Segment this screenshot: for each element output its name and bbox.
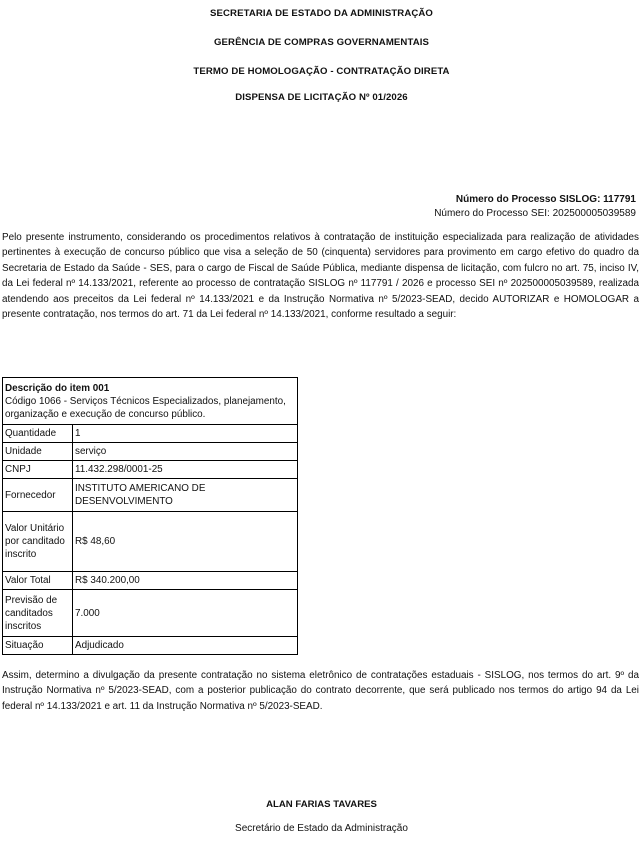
table-row (3, 461, 298, 479)
row-value: INSTITUTO AMERICANO DE DESENVOLVIMENTO (73, 479, 298, 512)
process-number-sislog: Número do Processo SISLOG: 117791 (455, 194, 636, 205)
table-row (3, 637, 298, 655)
item-description-cell (3, 378, 298, 425)
table-row (3, 572, 298, 590)
table-row (3, 443, 298, 461)
table-row (3, 512, 298, 572)
row-value: 7.000 (73, 590, 298, 637)
header-dispensa-licitacao: DISPENSA DE LICITAÇÃO Nº 01/2026 (235, 92, 408, 103)
row-value: Adjudicado (73, 637, 298, 655)
row-value: serviço (73, 443, 298, 461)
header-termo-homologacao: TERMO DE HOMOLOGAÇÃO - CONTRATAÇÃO DIRETA (193, 66, 450, 77)
row-label: Situação (3, 637, 73, 655)
row-label: Quantidade (3, 425, 73, 443)
signer-role: Secretário de Estado da Administração (235, 823, 408, 834)
row-value: R$ 48,60 (73, 512, 298, 572)
row-label: Valor Total (3, 572, 73, 590)
process-number-sei: Número do Processo SEI: 202500005039589 (434, 208, 636, 219)
intro-paragraph: Pelo presente instrumento, considerando os procedimentos relativos à contratação de instituição especializada para realização de atividades pertinentes à execução de concurso público que visa a seleção de 50 (cinquenta) servidores para provimento em cargo efetivo do quadro da Secretaria de Estado da Saúde - SES, para o cargo de Fiscal de Saúde Pública, mediante dispensa de licitação, com fulcro no art. 75, inciso IV, da Lei federal nº 14.133/2021, referente ao processo de contratação SISLOG nº 117791 / 2026 e processo SEI nº 202500005039589, realizada atendendo aos preceitos da Lei federal nº 14.133/2021 e da Instrução Normativa nº 5/2023-SEAD, decido AUTORIZAR e HOMOLOGAR a presente contratação, nos termos do art. 71 da Lei federal nº 14.133/2021, conforme resultado a seguir: (2, 232, 639, 321)
row-value: 1 (73, 425, 298, 443)
closing-paragraph: Assim, determino a divulgação da presente contratação no sistema eletrônico de contratações estaduais - SISLOG, nos termos do art. 9º da Instrução Normativa nº 5/2023-SEAD, com a posterior publicação do contrato decorrente, que será publicado nos termos do artigo 94 da Lei federal nº 14.133/2021 e art. 11 da Instrução Normativa nº 5/2023-SEAD. (2, 670, 639, 712)
item-table (2, 377, 298, 655)
row-label: Fornecedor (3, 479, 73, 512)
header-secretaria: SECRETARIA DE ESTADO DA ADMINISTRAÇÃO (210, 8, 433, 19)
row-label: Valor Unitário por canditado inscrito (3, 512, 73, 572)
signer-name: ALAN FARIAS TAVARES (266, 799, 377, 810)
item-description: Código 1066 - Serviços Técnicos Especializados, planejamento, organização e execução de concurso público. (5, 396, 286, 420)
table-row (3, 479, 298, 512)
table-row (3, 425, 298, 443)
row-label: Unidade (3, 443, 73, 461)
table-row (3, 590, 298, 637)
row-value: 11.432.298/0001-25 (73, 461, 298, 479)
row-label: Previsão de canditados inscritos (3, 590, 73, 637)
row-label: CNPJ (3, 461, 73, 479)
row-value: R$ 340.200,00 (73, 572, 298, 590)
item-description-row (3, 378, 298, 425)
item-title: Descrição do item 001 (5, 383, 110, 394)
header-gerencia: GERÊNCIA DE COMPRAS GOVERNAMENTAIS (213, 37, 429, 48)
